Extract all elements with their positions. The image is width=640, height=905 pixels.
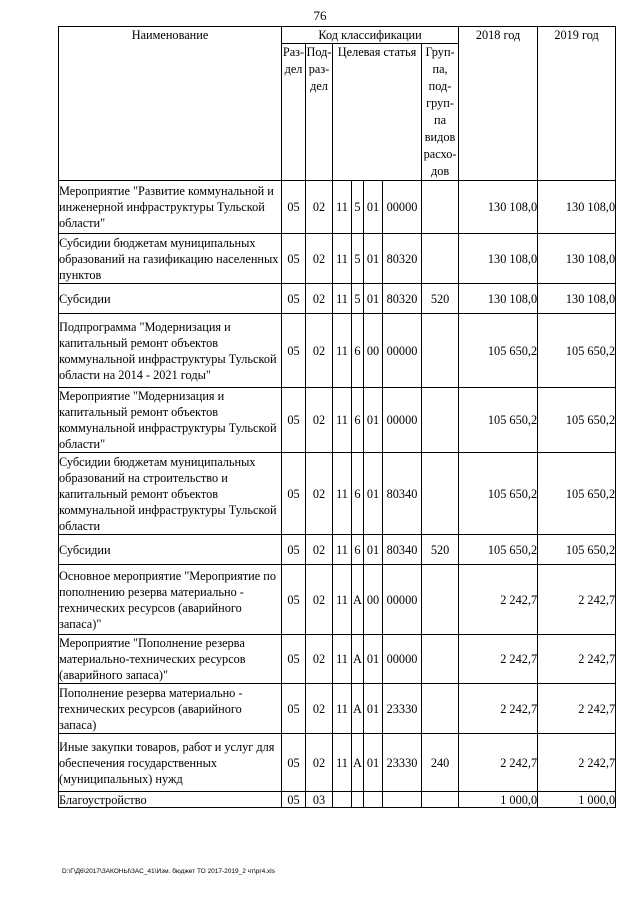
row-code-subprogram: 6: [352, 388, 364, 453]
row-podrazdel: 02: [306, 684, 333, 734]
row-code-event: [364, 792, 383, 808]
table-body: [59, 181, 616, 808]
header-celevaya-statya: Целевая статья: [333, 44, 422, 181]
row-amount-2019: 130 108,0: [538, 181, 616, 234]
row-code-event: 01: [364, 234, 383, 284]
header-year-2019: 2019 год: [538, 27, 616, 181]
row-code-event: 00: [364, 565, 383, 635]
row-code-direction: 23330: [383, 684, 422, 734]
row-name: Субсидии: [59, 535, 282, 565]
row-code-event: 01: [364, 535, 383, 565]
row-name: Мероприятие "Модернизация и капитальный ремонт объектов коммунальной инфраструктуры Тульской области": [59, 388, 282, 453]
row-code-subprogram: А: [352, 635, 364, 684]
row-expense-type: [422, 388, 459, 453]
row-code-event: 01: [364, 734, 383, 792]
row-podrazdel: 02: [306, 388, 333, 453]
row-amount-2018: 105 650,2: [459, 388, 538, 453]
row-code-event: 01: [364, 388, 383, 453]
row-podrazdel: 02: [306, 284, 333, 314]
table-row: [59, 388, 616, 453]
row-amount-2019: 2 242,7: [538, 684, 616, 734]
row-name: Подпрограмма "Модернизация и капитальный ремонт объектов коммунальной инфраструктуры Тульской области на 2014 - 2021 годы": [59, 314, 282, 388]
row-code-event: 00: [364, 314, 383, 388]
row-podrazdel: 02: [306, 181, 333, 234]
row-expense-type: [422, 792, 459, 808]
row-podrazdel: 02: [306, 453, 333, 535]
row-expense-type: 520: [422, 284, 459, 314]
row-amount-2018: 105 650,2: [459, 535, 538, 565]
row-amount-2018: 2 242,7: [459, 684, 538, 734]
row-code-subprogram: 5: [352, 234, 364, 284]
table-row: [59, 535, 616, 565]
row-amount-2019: 105 650,2: [538, 535, 616, 565]
row-podrazdel: 02: [306, 734, 333, 792]
row-expense-type: [422, 635, 459, 684]
row-code-program: 11: [333, 181, 352, 234]
row-expense-type: [422, 453, 459, 535]
row-amount-2019: 2 242,7: [538, 635, 616, 684]
row-code-direction: 80340: [383, 535, 422, 565]
row-razdel: 05: [282, 565, 306, 635]
row-code-subprogram: 6: [352, 453, 364, 535]
row-code-program: 11: [333, 535, 352, 565]
row-razdel: 05: [282, 181, 306, 234]
row-code-program: 11: [333, 684, 352, 734]
row-code-subprogram: [352, 792, 364, 808]
row-amount-2019: 130 108,0: [538, 234, 616, 284]
header-name: Наименование: [59, 27, 282, 181]
row-amount-2018: 130 108,0: [459, 284, 538, 314]
row-code-subprogram: 6: [352, 535, 364, 565]
table-row: [59, 284, 616, 314]
row-code-event: 01: [364, 684, 383, 734]
row-code-program: 11: [333, 388, 352, 453]
row-code-direction: 00000: [383, 181, 422, 234]
table-row: [59, 734, 616, 792]
row-code-event: 01: [364, 453, 383, 535]
row-code-direction: 23330: [383, 734, 422, 792]
table-row: [59, 234, 616, 284]
row-name: Иные закупки товаров, работ и услуг для обеспечения государственных (муниципальных) нужд: [59, 734, 282, 792]
row-razdel: 05: [282, 388, 306, 453]
table-row: [59, 181, 616, 234]
table-row: [59, 565, 616, 635]
row-code-event: 01: [364, 181, 383, 234]
row-amount-2019: 2 242,7: [538, 565, 616, 635]
budget-table: [58, 26, 616, 808]
row-amount-2019: 105 650,2: [538, 388, 616, 453]
row-razdel: 05: [282, 453, 306, 535]
header-podrazdel: Под- раз- дел: [306, 44, 333, 181]
row-code-program: 11: [333, 314, 352, 388]
row-podrazdel: 02: [306, 535, 333, 565]
row-amount-2019: 105 650,2: [538, 314, 616, 388]
row-code-subprogram: А: [352, 734, 364, 792]
header-gruppa: Груп- па, под- груп- па видов расхо- дов: [422, 44, 459, 181]
row-razdel: 05: [282, 284, 306, 314]
row-code-event: 01: [364, 635, 383, 684]
table-row: [59, 453, 616, 535]
row-code-direction: 80320: [383, 284, 422, 314]
table-row: [59, 314, 616, 388]
row-podrazdel: 03: [306, 792, 333, 808]
row-code-program: 11: [333, 635, 352, 684]
header-year-2018: 2018 год: [459, 27, 538, 181]
header-code: Код классификации: [282, 27, 459, 44]
row-code-direction: 80340: [383, 453, 422, 535]
row-code-event: 01: [364, 284, 383, 314]
row-code-subprogram: А: [352, 565, 364, 635]
file-path-footer: D:\Г\Д6\2017\ЗАКОНЫ\ЗАС_41\Изм. бюджет ТО 2017-2019_2 чт\pr4.xls: [62, 868, 275, 875]
row-name: Основное мероприятие "Мероприятие по пополнению резерва материально - технических ресурсов (аварийного запаса)": [59, 565, 282, 635]
row-code-direction: 00000: [383, 314, 422, 388]
row-razdel: 05: [282, 734, 306, 792]
row-amount-2018: 105 650,2: [459, 314, 538, 388]
row-razdel: 05: [282, 234, 306, 284]
row-razdel: 05: [282, 684, 306, 734]
row-amount-2018: 1 000,0: [459, 792, 538, 808]
table-row: [59, 684, 616, 734]
row-code-program: 11: [333, 284, 352, 314]
row-razdel: 05: [282, 535, 306, 565]
row-code-subprogram: 5: [352, 181, 364, 234]
row-podrazdel: 02: [306, 234, 333, 284]
row-amount-2018: 130 108,0: [459, 234, 538, 284]
row-code-direction: 00000: [383, 565, 422, 635]
row-code-subprogram: А: [352, 684, 364, 734]
row-amount-2019: 105 650,2: [538, 453, 616, 535]
row-code-direction: 00000: [383, 388, 422, 453]
row-amount-2019: 1 000,0: [538, 792, 616, 808]
row-amount-2018: 2 242,7: [459, 734, 538, 792]
row-code-subprogram: 6: [352, 314, 364, 388]
row-code-direction: 80320: [383, 234, 422, 284]
row-code-direction: [383, 792, 422, 808]
row-amount-2018: 2 242,7: [459, 565, 538, 635]
header-razdel: Раз- дел: [282, 44, 306, 181]
row-razdel: 05: [282, 635, 306, 684]
row-expense-type: [422, 684, 459, 734]
row-code-program: 11: [333, 453, 352, 535]
row-name: Пополнение резерва материально - технических ресурсов (аварийного запаса): [59, 684, 282, 734]
row-code-direction: 00000: [383, 635, 422, 684]
row-podrazdel: 02: [306, 635, 333, 684]
row-amount-2018: 2 242,7: [459, 635, 538, 684]
row-name: Субсидии: [59, 284, 282, 314]
page-number: 76: [313, 8, 327, 23]
row-podrazdel: 02: [306, 565, 333, 635]
row-razdel: 05: [282, 792, 306, 808]
row-name: Мероприятие "Развитие коммунальной и инженерной инфраструктуры Тульской области": [59, 181, 282, 234]
table-row: [59, 792, 616, 808]
row-amount-2018: 130 108,0: [459, 181, 538, 234]
row-code-program: [333, 792, 352, 808]
row-razdel: 05: [282, 314, 306, 388]
row-expense-type: [422, 565, 459, 635]
row-name: Благоустройство: [59, 792, 282, 808]
row-expense-type: [422, 234, 459, 284]
table-row: [59, 635, 616, 684]
row-code-subprogram: 5: [352, 284, 364, 314]
row-expense-type: 240: [422, 734, 459, 792]
row-expense-type: 520: [422, 535, 459, 565]
row-amount-2018: 105 650,2: [459, 453, 538, 535]
row-expense-type: [422, 314, 459, 388]
row-name: Субсидии бюджетам муниципальных образований на строительство и капитальный ремонт объектов коммунальной инфраструктуры Тульской области: [59, 453, 282, 535]
row-amount-2019: 130 108,0: [538, 284, 616, 314]
row-code-program: 11: [333, 234, 352, 284]
row-expense-type: [422, 181, 459, 234]
row-name: Субсидии бюджетам муниципальных образований на газификацию населенных пунктов: [59, 234, 282, 284]
row-amount-2019: 2 242,7: [538, 734, 616, 792]
row-code-program: 11: [333, 565, 352, 635]
row-code-program: 11: [333, 734, 352, 792]
row-podrazdel: 02: [306, 314, 333, 388]
row-name: Мероприятие "Пополнение резерва материально-технических ресурсов (аварийного запаса)": [59, 635, 282, 684]
